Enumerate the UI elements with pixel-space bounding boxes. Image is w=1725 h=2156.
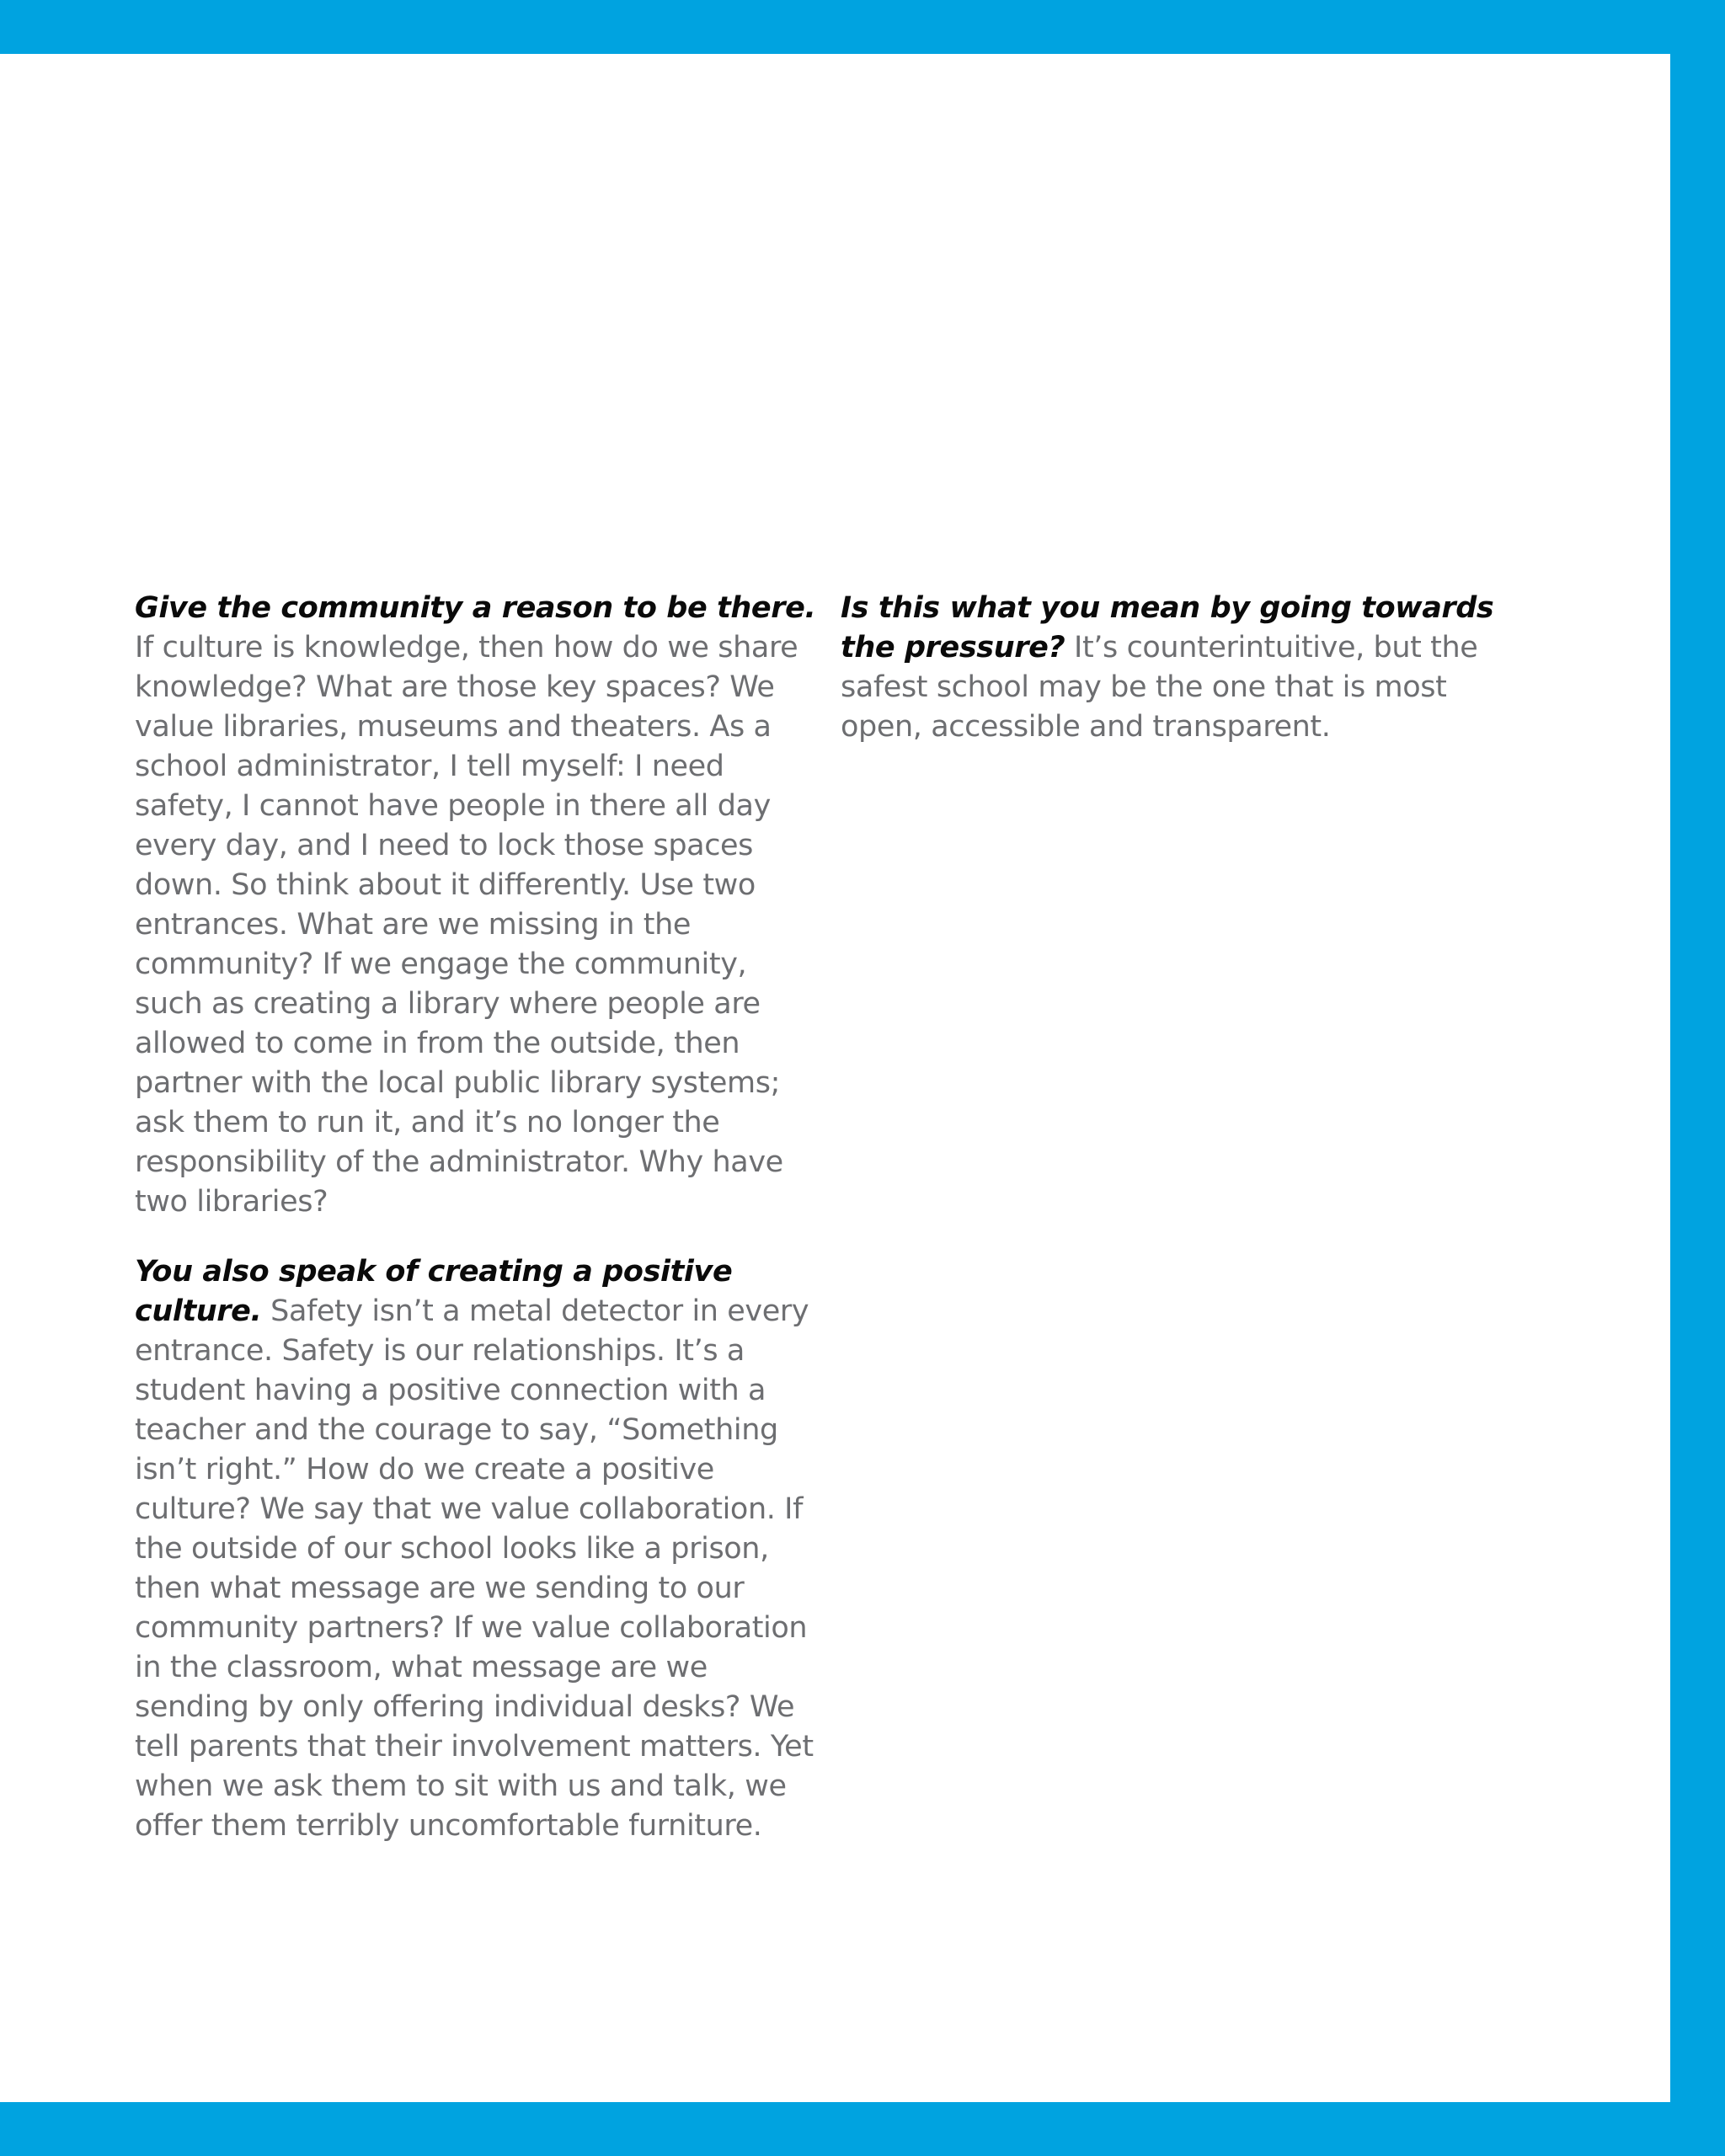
qa-block-community-reason	[135, 589, 821, 1222]
qa-block-positive-culture	[135, 1252, 821, 1846]
qa-block-towards-pressure	[841, 589, 1498, 747]
question-towards-pressure: Is this what you mean by going towards the pressure?	[841, 591, 1494, 664]
right-column	[841, 589, 1498, 747]
left-column	[135, 589, 821, 1846]
answer-positive-culture: Safety isn’t a metal detector in every entrance. Safety is our relationships. It’s a student having a positive connection with a teacher and the courage to say, “Something isn’t right.” How do we create a positive culture? We say that we value collaboration. If the outside of our school looks like a prison, then what message are we sending to our community partners? If we value collaboration in the classroom, what message are we sending by only offering individual desks? We tell parents that their involvement matters. Yet when we ask them to sit with us and talk, we offer them terribly uncomfortable furniture.	[135, 1294, 814, 1843]
answer-towards-pressure: It’s counterintuitive, but the safest school may be the one that is most open, accessible and transparent.	[841, 631, 1478, 744]
page	[0, 54, 1670, 2102]
question-positive-culture: You also speak of creating a positive culture.	[135, 1255, 733, 1328]
answer-community-reason: If culture is knowledge, then how do we share knowledge? What are those key spaces? We value libraries, museums and theaters. As a school administrator, I tell myself: I need safety, I cannot have people in there all day every day, and I need to lock those spaces down. So think about it differently. Use two entrances. What are we missing in the community? If we engage the community, such as creating a library where people are allowed to come in from the outside, then partner with the local public library systems; ask them to run it, and it’s no longer the responsibility of the administrator. Why have two libraries?	[135, 631, 798, 1219]
question-community-reason: Give the community a reason to be there.	[135, 591, 816, 625]
